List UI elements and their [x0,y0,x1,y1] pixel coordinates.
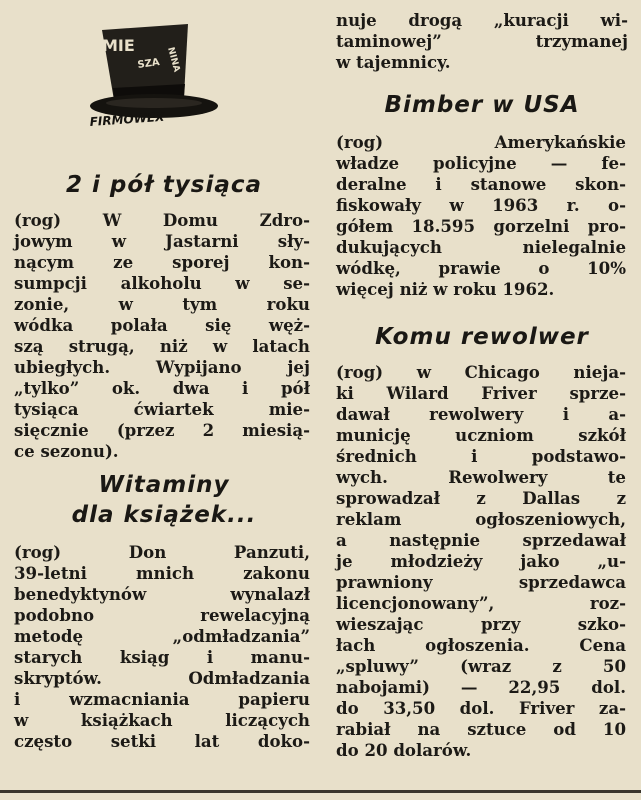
article-4-line: reklam ogłoszeniowych, [336,509,626,529]
article-1-line: nącym ze sporej kon- [14,252,310,272]
article-1-line: jowym w Jastarni sły- [14,231,310,251]
article-1-line: sięcznie (przez 2 miesią- [14,420,310,440]
article-3-line: dukujących nielegalnie [336,237,626,257]
article-4-line: licencjonowany”, roz- [336,593,626,613]
svg-text:FIRMOWEX: FIRMOWEX [89,109,165,129]
article-1-line: „tylko” ok. dwa i pół [14,378,310,398]
article-2-body [14,542,310,752]
article-1-line: (rog) W Domu Zdro- [14,210,310,230]
bottom-rule [0,790,641,793]
article-1-line: wódka polała się węż- [14,315,310,335]
article-4-line: do 33,50 dol. Friver za- [336,698,626,718]
article-3-line: więcej niż w roku 1962. [336,279,555,299]
article-4-line: wych. Rewolwery te [336,467,626,487]
article-1-line: tysiąca ćwiartek mie- [14,399,310,419]
mieszanina-firmowa-logo [80,18,220,133]
article-4-line: sprowadzał z Dallas z [336,488,626,508]
article-2-title-line-1: Witaminy [98,472,230,498]
article-4-line: rabiał na sztuce od 10 [336,719,626,739]
article-2-line: starych ksiąg i manu- [14,647,310,667]
svg-text:NINA: NINA [165,46,182,74]
article-4-line: (rog) w Chicago nieja- [336,362,626,382]
article-4-line: prawniony sprzedawca [336,572,626,592]
article-3-line: fiskowały w 1963 r. o- [336,195,626,215]
article-1-title: 2 i pół tysiąca [65,172,263,198]
article-3-line: deralne i stanowe skon- [336,174,626,194]
article-4-body [336,362,626,761]
article-4-line: ki Wilard Friver sprze- [336,383,626,403]
article-1-body [14,210,310,462]
article-4-line: łach ogłoszenia. Cena [336,635,626,655]
article-2-line: metodę „odmładzania” [14,626,310,646]
article-4-line: „spluwy” (wraz z 50 [336,656,626,676]
article-2-line: w książkach liczących [14,710,310,730]
svg-text:MIE: MIE [102,36,135,55]
article-3-line: wódkę, prawie o 10% [336,258,626,278]
article-1-line: ce sezonu). [14,441,119,461]
article-4-line: a następnie sprzedawał [336,530,626,550]
article-3-body [336,132,626,300]
article-2-line: (rog) Don Panzuti, [14,542,310,562]
article-2-continued-body [336,10,628,73]
article-3-line: (rog) Amerykańskie [336,132,626,152]
article-4-line: średnich i podstawo- [336,446,626,466]
article-2-line: podobno rewelacyjną [14,605,310,625]
article-2-continued-line: nuje drogą „kuracji wi- [336,10,628,30]
article-2-line: skryptów. Odmładzania [14,668,310,688]
article-4-title: Komu rewolwer [375,324,589,350]
article-1-line: szą strugą, niż w latach [14,336,310,356]
article-3-line: gółem 18.595 gorzelni pro- [336,216,626,236]
article-4-line: wieszając przy szko- [336,614,626,634]
article-2-line: benedyktynów wynalazł [14,584,310,604]
article-4-line: do 20 dolarów. [336,740,472,760]
article-2-continued-line: taminowej” trzymanej [336,31,628,51]
article-1-line: zonie, w tym roku [14,294,310,314]
article-4-line: municję uczniom szkół [336,425,626,445]
article-4-line: je młodzieży jako „u- [336,551,626,571]
article-1-line: sumpcji alkoholu w se- [14,273,310,293]
article-4-line: nabojami) — 22,95 dol. [336,677,626,697]
article-2-title-line-2: dla książek... [71,502,257,528]
article-2-line: często setki lat doko- [14,731,310,751]
top-hat-icon [80,18,220,133]
svg-text:SZA: SZA [136,56,161,71]
article-2-continued-line: w tajemnicy. [336,52,451,72]
article-4-line: dawał rewolwery i a- [336,404,626,424]
article-2-line: 39-letni mnich zakonu [14,563,310,583]
article-2-line: i wzmacniania papieru [14,689,310,709]
article-1-line: ubiegłych. Wypijano jej [14,357,310,377]
article-3-title: Bimber w USA [384,92,580,118]
article-3-line: władze policyjne — fe- [336,153,626,173]
